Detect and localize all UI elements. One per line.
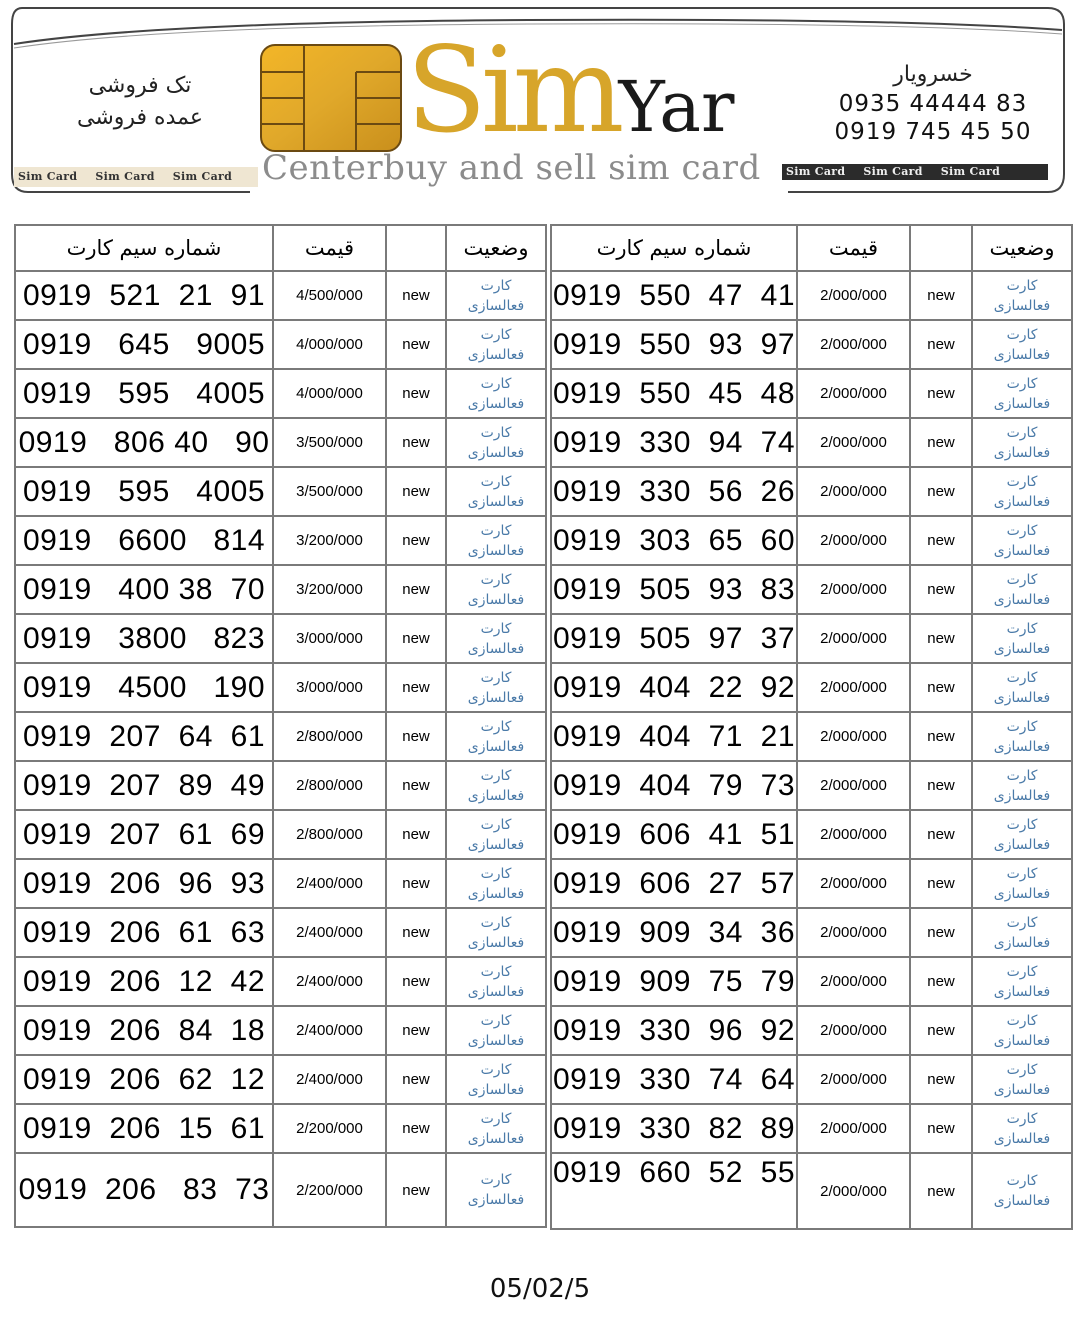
sim-number: 0919 645 9005 — [15, 320, 273, 369]
table-row — [15, 761, 546, 810]
table-row — [551, 271, 1072, 320]
table-row — [15, 908, 546, 957]
contact-name: خسرویار — [893, 62, 973, 87]
sim-status — [446, 908, 546, 957]
sim-status — [446, 1055, 546, 1104]
sim-status — [446, 761, 546, 810]
sim-price: 2/400/000 — [273, 1055, 386, 1104]
sim-status — [446, 614, 546, 663]
sim-price: 2/200/000 — [273, 1104, 386, 1153]
sim-number: 0919 806 40 90 — [15, 418, 273, 467]
status-line-2: فعالسازی — [993, 689, 1051, 706]
sim-status — [972, 1104, 1072, 1153]
sim-number: 0919 206 62 12 — [15, 1055, 273, 1104]
table-row — [551, 320, 1072, 369]
sim-number: 0919 207 61 69 — [15, 810, 273, 859]
header-blank — [910, 225, 972, 271]
status-line-1: کارت — [480, 571, 512, 588]
status-line-2: فعالسازی — [467, 444, 525, 461]
sim-price: 2/000/000 — [797, 663, 910, 712]
wholesale-label: عمده فروشی — [77, 105, 203, 130]
status-line-1: کارت — [1006, 571, 1038, 588]
sim-price: 4/000/000 — [273, 320, 386, 369]
status-line-2: فعالسازی — [993, 640, 1051, 657]
sim-condition: new — [386, 810, 446, 859]
sim-status — [972, 467, 1072, 516]
status-line-1: کارت — [480, 865, 512, 882]
sim-chip-icon — [260, 44, 402, 152]
sim-condition: new — [910, 1006, 972, 1055]
status-line-2: فعالسازی — [993, 738, 1051, 755]
status-line-1: کارت — [1006, 767, 1038, 784]
sim-number: 0919 505 97 37 — [551, 614, 797, 663]
sim-price: 2/000/000 — [797, 320, 910, 369]
status-line-2: فعالسازی — [993, 885, 1051, 902]
status-line-1: کارت — [1006, 424, 1038, 441]
status-line-1: کارت — [1006, 669, 1038, 686]
sim-number: 0919 303 65 60 — [551, 516, 797, 565]
sim-price: 2/000/000 — [797, 712, 910, 761]
sim-status — [972, 810, 1072, 859]
sim-price: 2/800/000 — [273, 810, 386, 859]
header-price: قیمت — [797, 225, 910, 271]
status-line-1: کارت — [480, 963, 512, 980]
sim-number: 0919 207 89 49 — [15, 761, 273, 810]
sim-condition: new — [910, 761, 972, 810]
table-row — [551, 516, 1072, 565]
header-status: وضعیت — [446, 225, 546, 271]
sim-condition: new — [386, 320, 446, 369]
status-line-2: فعالسازی — [467, 689, 525, 706]
sim-number: 0919 206 96 93 — [15, 859, 273, 908]
sim-price: 2/400/000 — [273, 957, 386, 1006]
list-date: 05/02/5 — [489, 1274, 591, 1304]
sim-condition: new — [910, 467, 972, 516]
sim-condition: new — [386, 1006, 446, 1055]
header-status: وضعیت — [972, 225, 1072, 271]
status-line-1: کارت — [1006, 326, 1038, 343]
sim-status — [972, 565, 1072, 614]
table-row — [15, 418, 546, 467]
sim-status — [972, 1055, 1072, 1104]
sim-price: 2/800/000 — [273, 712, 386, 761]
status-line-1: کارت — [1006, 522, 1038, 539]
table-row — [551, 712, 1072, 761]
status-line-1: کارت — [480, 277, 512, 294]
sim-price: 3/200/000 — [273, 565, 386, 614]
table-row — [551, 1104, 1072, 1153]
sim-status — [446, 369, 546, 418]
sim-price: 3/500/000 — [273, 418, 386, 467]
sim-list-table-right — [550, 224, 1073, 1230]
sim-number: 0919 606 27 57 — [551, 859, 797, 908]
status-line-1: کارت — [1006, 620, 1038, 637]
status-line-2: فعالسازی — [467, 346, 525, 363]
contact-phone-1: 0935 44444 83 — [838, 91, 1028, 117]
status-line-1: کارت — [480, 1012, 512, 1029]
sim-price: 2/000/000 — [797, 810, 910, 859]
sim-condition: new — [386, 712, 446, 761]
sim-condition: new — [386, 565, 446, 614]
table-row — [15, 369, 546, 418]
sim-number: 0919 330 96 92 — [551, 1006, 797, 1055]
sim-card-strip-right: Sim Card Sim Card Sim Card — [782, 164, 1048, 180]
status-line-1: کارت — [1006, 375, 1038, 392]
sim-number: 0919 606 41 51 — [551, 810, 797, 859]
status-line-2: فعالسازی — [993, 1081, 1051, 1098]
status-line-2: فعالسازی — [467, 934, 525, 951]
sim-price: 2/000/000 — [797, 565, 910, 614]
status-line-2: فعالسازی — [993, 934, 1051, 951]
sim-status — [972, 1153, 1072, 1229]
header-number: شماره سیم کارت — [551, 225, 797, 271]
sim-condition: new — [386, 859, 446, 908]
status-line-1: کارت — [480, 1172, 512, 1188]
status-line-2: فعالسازی — [467, 591, 525, 608]
status-line-2: فعالسازی — [467, 395, 525, 412]
table-row — [551, 369, 1072, 418]
sim-status — [446, 516, 546, 565]
sim-condition: new — [910, 712, 972, 761]
sim-status — [446, 271, 546, 320]
sim-condition: new — [386, 957, 446, 1006]
sim-condition: new — [910, 859, 972, 908]
sim-status — [972, 712, 1072, 761]
sim-price: 2/000/000 — [797, 369, 910, 418]
sim-price: 3/500/000 — [273, 467, 386, 516]
sim-price: 2/800/000 — [273, 761, 386, 810]
status-line-2: فعالسازی — [993, 542, 1051, 559]
sim-number: 0919 206 83 73 — [15, 1153, 273, 1227]
sim-status — [972, 418, 1072, 467]
sim-status — [446, 859, 546, 908]
sim-condition: new — [386, 614, 446, 663]
status-line-2: فعالسازی — [993, 1193, 1051, 1209]
sim-price: 2/000/000 — [797, 467, 910, 516]
sim-condition: new — [910, 516, 972, 565]
sim-number: 0919 206 61 63 — [15, 908, 273, 957]
status-line-1: کارت — [480, 1061, 512, 1078]
header-blank — [386, 225, 446, 271]
status-line-1: کارت — [480, 767, 512, 784]
retail-label: تک فروشی — [88, 73, 192, 98]
status-line-2: فعالسازی — [467, 836, 525, 853]
status-line-2: فعالسازی — [467, 787, 525, 804]
table-row — [15, 565, 546, 614]
sim-number: 0919 550 47 41 — [551, 271, 797, 320]
table-row — [15, 614, 546, 663]
table-row — [551, 810, 1072, 859]
sim-condition: new — [910, 1153, 972, 1229]
table-row — [15, 1006, 546, 1055]
sim-number: 0919 3800 823 — [15, 614, 273, 663]
sim-number: 0919 909 34 36 — [551, 908, 797, 957]
sim-status — [972, 320, 1072, 369]
status-line-1: کارت — [1006, 718, 1038, 735]
sim-status — [972, 957, 1072, 1006]
status-line-2: فعالسازی — [467, 297, 525, 314]
sim-condition: new — [910, 1055, 972, 1104]
status-line-2: فعالسازی — [993, 591, 1051, 608]
sim-condition: new — [386, 1055, 446, 1104]
tagline: Centerbuy and sell sim card — [262, 148, 761, 188]
table-row — [551, 1006, 1072, 1055]
status-line-2: فعالسازی — [467, 493, 525, 510]
table-row — [551, 859, 1072, 908]
status-line-2: فعالسازی — [993, 983, 1051, 1000]
table-row — [551, 957, 1072, 1006]
sim-condition: new — [910, 271, 972, 320]
sim-number: 0919 404 79 73 — [551, 761, 797, 810]
sim-status — [972, 614, 1072, 663]
sim-number: 0919 206 15 61 — [15, 1104, 273, 1153]
status-line-2: فعالسازی — [993, 836, 1051, 853]
status-line-1: کارت — [1006, 1110, 1038, 1127]
sim-price: 3/000/000 — [273, 663, 386, 712]
sim-price: 2/000/000 — [797, 418, 910, 467]
table-header-row — [551, 225, 1072, 271]
table-row — [551, 1153, 1072, 1229]
status-line-2: فعالسازی — [993, 787, 1051, 804]
table-body-right — [551, 271, 1072, 1229]
sales-type-text — [60, 70, 220, 134]
sim-price: 2/000/000 — [797, 1006, 910, 1055]
status-line-2: فعالسازی — [993, 297, 1051, 314]
sim-number: 0919 4500 190 — [15, 663, 273, 712]
status-line-1: کارت — [480, 326, 512, 343]
status-line-2: فعالسازی — [467, 1130, 525, 1147]
sim-number: 0919 330 56 26 — [551, 467, 797, 516]
table-row — [15, 467, 546, 516]
sim-number: 0919 330 82 89 — [551, 1104, 797, 1153]
sim-condition: new — [910, 320, 972, 369]
sim-number: 0919 330 94 74 — [551, 418, 797, 467]
sim-price: 2/000/000 — [797, 614, 910, 663]
status-line-1: کارت — [480, 669, 512, 686]
status-line-1: کارت — [480, 473, 512, 490]
sim-condition: new — [386, 369, 446, 418]
sim-condition: new — [386, 761, 446, 810]
sim-card-strip-left: Sim Card Sim Card Sim Card — [14, 167, 258, 187]
table-row — [551, 614, 1072, 663]
sim-status — [972, 271, 1072, 320]
status-line-1: کارت — [1006, 865, 1038, 882]
contact-info — [828, 60, 1038, 146]
status-line-2: فعالسازی — [993, 1130, 1051, 1147]
status-line-1: کارت — [480, 424, 512, 441]
logo-yar-text: Yar — [618, 66, 735, 148]
status-line-2: فعالسازی — [993, 395, 1051, 412]
sim-condition: new — [386, 271, 446, 320]
sim-price: 2/400/000 — [273, 1006, 386, 1055]
status-line-1: کارت — [480, 914, 512, 931]
sim-number: 0919 909 75 79 — [551, 957, 797, 1006]
status-line-2: فعالسازی — [993, 346, 1051, 363]
sim-status — [446, 1006, 546, 1055]
sim-price: 2/000/000 — [797, 908, 910, 957]
status-line-1: کارت — [480, 718, 512, 735]
status-line-1: کارت — [1006, 963, 1038, 980]
table-row — [551, 908, 1072, 957]
sim-condition: new — [386, 467, 446, 516]
sim-price: 2/000/000 — [797, 1055, 910, 1104]
table-row — [551, 418, 1072, 467]
contact-phone-2: 0919 745 45 50 — [834, 119, 1032, 145]
sim-number: 0919 595 4005 — [15, 467, 273, 516]
table-row — [551, 663, 1072, 712]
sim-status — [446, 467, 546, 516]
status-line-1: کارت — [1006, 1061, 1038, 1078]
sim-status — [972, 859, 1072, 908]
sim-condition: new — [386, 663, 446, 712]
status-line-2: فعالسازی — [467, 983, 525, 1000]
logo-sim-text: Sim — [406, 21, 619, 159]
sim-price: 2/400/000 — [273, 859, 386, 908]
sim-status — [446, 957, 546, 1006]
status-line-1: کارت — [480, 375, 512, 392]
table-row — [15, 1153, 546, 1227]
status-line-1: کارت — [1006, 1012, 1038, 1029]
sim-number: 0919 207 64 61 — [15, 712, 273, 761]
sim-number: 0919 400 38 70 — [15, 565, 273, 614]
sim-status — [446, 712, 546, 761]
header-price: قیمت — [273, 225, 386, 271]
sim-status — [446, 810, 546, 859]
sim-status — [972, 369, 1072, 418]
sim-number: 0919 550 45 48 — [551, 369, 797, 418]
sim-status — [446, 663, 546, 712]
status-line-1: کارت — [480, 1110, 512, 1127]
simyar-logo — [406, 21, 735, 167]
status-line-1: کارت — [1006, 473, 1038, 490]
sim-price: 2/400/000 — [273, 908, 386, 957]
sim-number: 0919 6600 814 — [15, 516, 273, 565]
sim-condition: new — [910, 565, 972, 614]
status-line-2: فعالسازی — [993, 493, 1051, 510]
sim-number: 0919 521 21 91 — [15, 271, 273, 320]
table-row — [15, 1104, 546, 1153]
sim-condition: new — [910, 957, 972, 1006]
sim-number: 0919 404 71 21 — [551, 712, 797, 761]
status-line-2: فعالسازی — [467, 738, 525, 755]
status-line-2: فعالسازی — [467, 885, 525, 902]
sim-condition: new — [910, 369, 972, 418]
sim-price: 3/000/000 — [273, 614, 386, 663]
table-row — [551, 1055, 1072, 1104]
sim-status — [972, 663, 1072, 712]
sim-price: 2/000/000 — [797, 516, 910, 565]
sim-status — [446, 320, 546, 369]
sim-status — [446, 565, 546, 614]
sim-condition: new — [910, 614, 972, 663]
status-line-2: فعالسازی — [467, 1032, 525, 1049]
status-line-1: کارت — [1006, 914, 1038, 931]
sim-status — [972, 516, 1072, 565]
table-row — [551, 467, 1072, 516]
table-row — [15, 859, 546, 908]
sim-list-table-left — [14, 224, 547, 1228]
table-row — [15, 516, 546, 565]
sim-status — [446, 418, 546, 467]
sim-condition: new — [910, 418, 972, 467]
sim-price: 2/200/000 — [273, 1153, 386, 1227]
sim-price: 2/000/000 — [797, 1153, 910, 1229]
table-row — [15, 712, 546, 761]
table-row — [15, 810, 546, 859]
sim-status — [972, 1006, 1072, 1055]
status-line-1: کارت — [1006, 1173, 1038, 1189]
status-line-1: کارت — [480, 522, 512, 539]
sim-number: 0919 660 52 55 — [551, 1153, 797, 1229]
sim-status — [972, 908, 1072, 957]
status-line-2: فعالسازی — [467, 1081, 525, 1098]
sim-number: 0919 206 84 18 — [15, 1006, 273, 1055]
table-row — [551, 761, 1072, 810]
sim-price: 4/000/000 — [273, 369, 386, 418]
table-body-left — [15, 271, 546, 1227]
status-line-2: فعالسازی — [467, 1192, 525, 1208]
sim-status — [446, 1153, 546, 1227]
sim-condition: new — [910, 908, 972, 957]
sim-condition: new — [910, 663, 972, 712]
sim-price: 3/200/000 — [273, 516, 386, 565]
table-row — [15, 957, 546, 1006]
sim-condition: new — [386, 1153, 446, 1227]
status-line-1: کارت — [480, 816, 512, 833]
sim-price: 2/000/000 — [797, 1104, 910, 1153]
sim-condition: new — [910, 810, 972, 859]
status-line-2: فعالسازی — [467, 640, 525, 657]
sim-condition: new — [386, 418, 446, 467]
status-line-1: کارت — [1006, 277, 1038, 294]
table-row — [15, 663, 546, 712]
sim-number: 0919 505 93 83 — [551, 565, 797, 614]
table-row — [551, 565, 1072, 614]
sim-price: 4/500/000 — [273, 271, 386, 320]
sim-number: 0919 206 12 42 — [15, 957, 273, 1006]
sim-condition: new — [386, 516, 446, 565]
status-line-1: کارت — [480, 620, 512, 637]
sim-condition: new — [910, 1104, 972, 1153]
sim-price: 2/000/000 — [797, 271, 910, 320]
sim-price: 2/000/000 — [797, 859, 910, 908]
table-row — [15, 320, 546, 369]
table-row — [15, 271, 546, 320]
status-line-2: فعالسازی — [993, 1032, 1051, 1049]
sim-number: 0919 595 4005 — [15, 369, 273, 418]
sim-price: 2/000/000 — [797, 957, 910, 1006]
sim-number: 0919 550 93 97 — [551, 320, 797, 369]
table-header-row — [15, 225, 546, 271]
sim-condition: new — [386, 1104, 446, 1153]
sim-price: 2/000/000 — [797, 761, 910, 810]
sim-status — [972, 761, 1072, 810]
sim-number: 0919 330 74 64 — [551, 1055, 797, 1104]
status-line-2: فعالسازی — [993, 444, 1051, 461]
sim-number: 0919 404 22 92 — [551, 663, 797, 712]
status-line-2: فعالسازی — [467, 542, 525, 559]
sim-status — [446, 1104, 546, 1153]
status-line-1: کارت — [1006, 816, 1038, 833]
table-row — [15, 1055, 546, 1104]
header-number: شماره سیم کارت — [15, 225, 273, 271]
sim-condition: new — [386, 908, 446, 957]
